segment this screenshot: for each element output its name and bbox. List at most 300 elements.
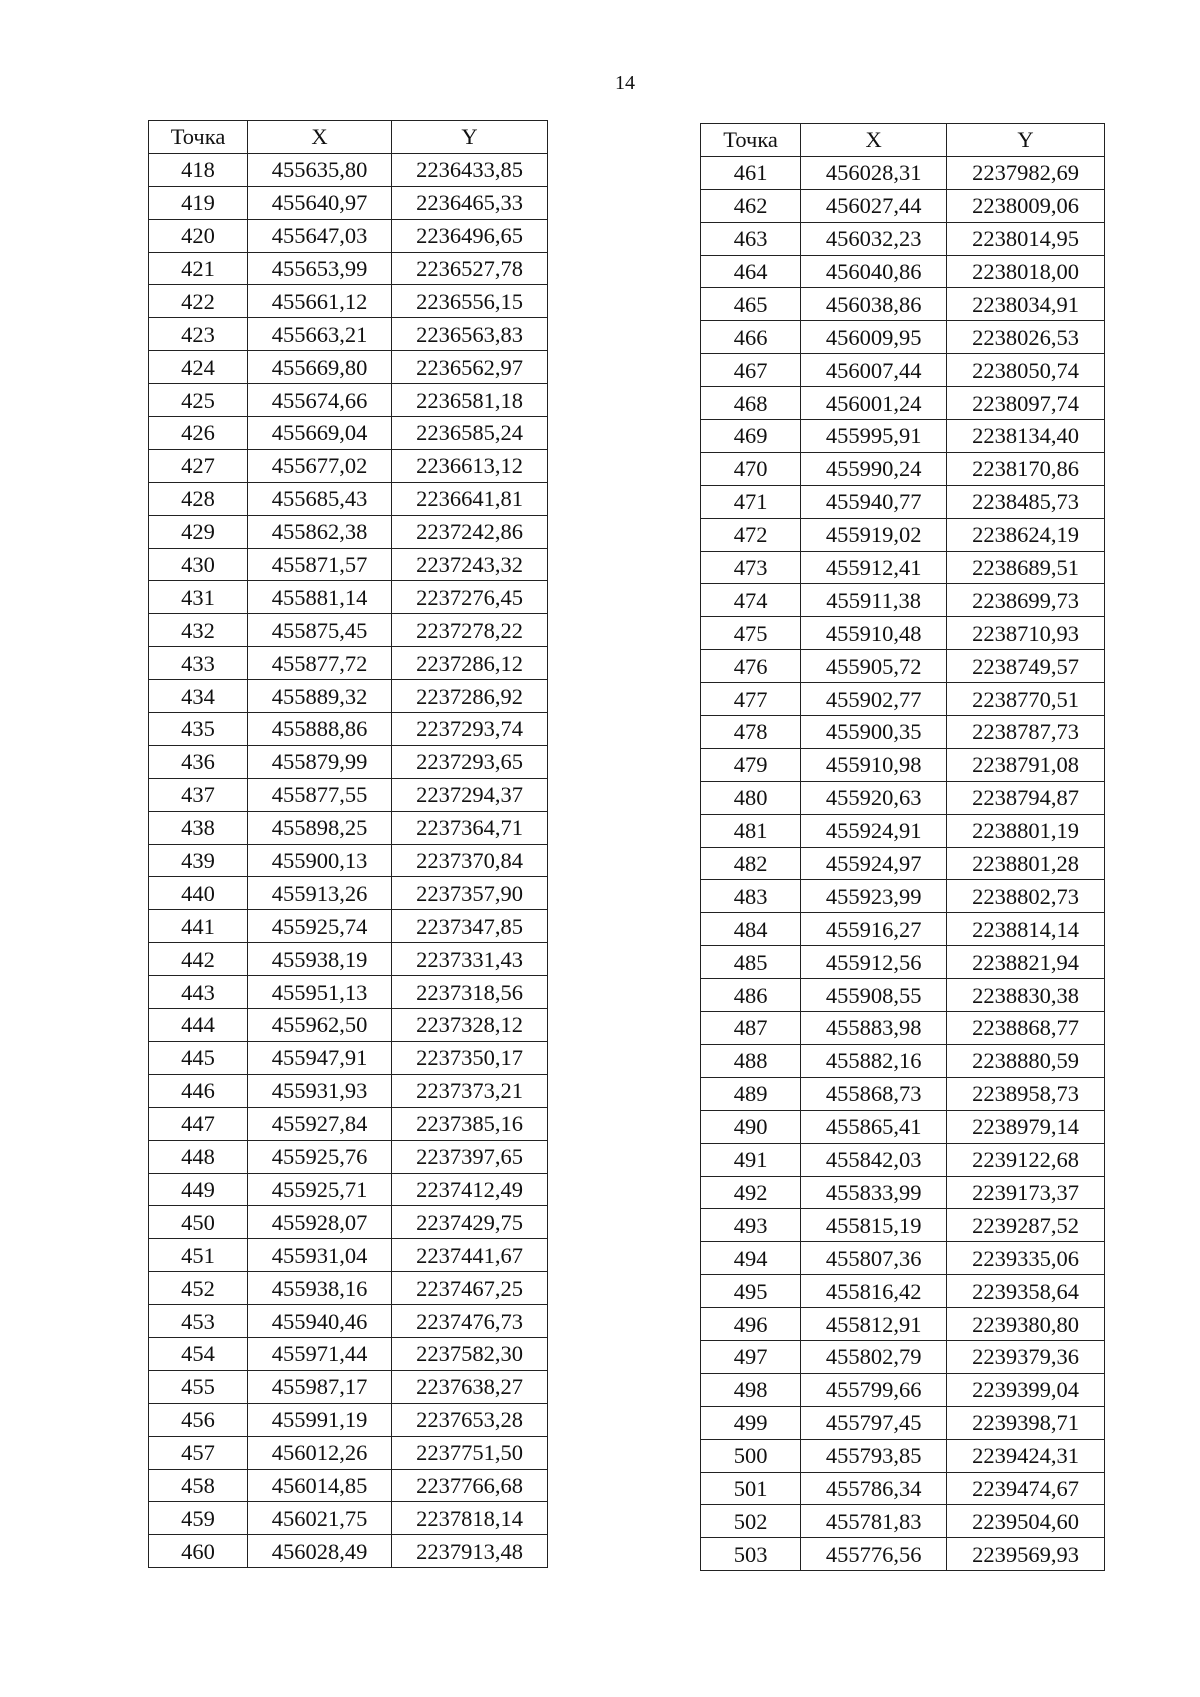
cell-x: 455924,91 [801,814,947,847]
cell-x: 456009,95 [801,321,947,354]
cell-point: 461 [701,156,801,189]
cell-y: 2237278,22 [392,614,548,647]
cell-point: 477 [701,683,801,716]
cell-y: 2237412,49 [392,1173,548,1206]
header-y: Y [947,124,1105,157]
cell-y: 2237364,71 [392,811,548,844]
header-point: Точка [701,124,801,157]
cell-y: 2238009,06 [947,189,1105,222]
table-row [149,384,548,417]
cell-y: 2238801,19 [947,814,1105,847]
cell-point: 471 [701,485,801,518]
table-row [701,1110,1105,1143]
cell-y: 2236465,33 [392,186,548,219]
table-row [701,748,1105,781]
cell-y: 2236562,97 [392,351,548,384]
table-row [701,1176,1105,1209]
table-row [149,647,548,680]
cell-x: 455812,91 [801,1308,947,1341]
cell-point: 502 [701,1505,801,1538]
cell-point: 447 [149,1107,248,1140]
cell-y: 2238868,77 [947,1012,1105,1045]
cell-point: 495 [701,1275,801,1308]
cell-y: 2238821,94 [947,946,1105,979]
cell-x: 456014,85 [248,1469,392,1502]
table-row [701,485,1105,518]
cell-y: 2237373,21 [392,1074,548,1107]
cell-x: 455995,91 [801,420,947,453]
cell-x: 455882,16 [801,1044,947,1077]
table-row [149,910,548,943]
cell-y: 2238880,59 [947,1044,1105,1077]
cell-y: 2239122,68 [947,1143,1105,1176]
table-row [701,189,1105,222]
cell-point: 472 [701,518,801,551]
cell-y: 2237350,17 [392,1041,548,1074]
cell-point: 440 [149,877,248,910]
table-row [701,913,1105,946]
table-row [701,781,1105,814]
cell-y: 2239173,37 [947,1176,1105,1209]
cell-point: 446 [149,1074,248,1107]
table-row [149,614,548,647]
table-row [701,551,1105,584]
table-row [701,452,1105,485]
cell-y: 2237818,14 [392,1502,548,1535]
table-row [701,222,1105,255]
cell-x: 456012,26 [248,1436,392,1469]
cell-y: 2236581,18 [392,384,548,417]
cell-x: 455663,21 [248,318,392,351]
cell-x: 455911,38 [801,584,947,617]
table-row [149,186,548,219]
cell-x: 455802,79 [801,1340,947,1373]
table-row [149,1107,548,1140]
cell-point: 418 [149,153,248,186]
cell-x: 455669,04 [248,417,392,450]
cell-point: 476 [701,650,801,683]
cell-point: 420 [149,219,248,252]
table-row [701,1340,1105,1373]
table-row [149,1337,548,1370]
header-x: X [801,124,947,157]
cell-x: 455928,07 [248,1206,392,1239]
cell-point: 467 [701,354,801,387]
cell-point: 444 [149,1009,248,1042]
cell-x: 456027,44 [801,189,947,222]
cell-point: 456 [149,1403,248,1436]
cell-point: 470 [701,452,801,485]
cell-x: 455647,03 [248,219,392,252]
cell-y: 2237318,56 [392,976,548,1009]
table-row [149,943,548,976]
table-row [149,877,548,910]
cell-x: 455877,72 [248,647,392,680]
cell-y: 2238134,40 [947,420,1105,453]
table-row [149,219,548,252]
cell-y: 2238802,73 [947,880,1105,913]
cell-point: 484 [701,913,801,946]
table-row [701,617,1105,650]
table-row [149,1173,548,1206]
table-row [149,1403,548,1436]
cell-x: 455940,77 [801,485,947,518]
cell-point: 441 [149,910,248,943]
table-row [149,976,548,1009]
cell-x: 455879,99 [248,745,392,778]
cell-y: 2237357,90 [392,877,548,910]
table-row [701,683,1105,716]
cell-y: 2237751,50 [392,1436,548,1469]
cell-point: 438 [149,811,248,844]
cell-x: 455868,73 [801,1077,947,1110]
cell-x: 455938,19 [248,943,392,976]
cell-x: 455674,66 [248,384,392,417]
table-row [149,515,548,548]
cell-point: 455 [149,1370,248,1403]
cell-y: 2236641,81 [392,482,548,515]
cell-point: 463 [701,222,801,255]
table-row [149,844,548,877]
table-row [701,814,1105,847]
cell-y: 2238830,38 [947,979,1105,1012]
table-row [149,1272,548,1305]
cell-x: 456040,86 [801,255,947,288]
cell-point: 432 [149,614,248,647]
cell-x: 455925,74 [248,910,392,943]
table-row [149,1239,548,1272]
cell-y: 2238034,91 [947,288,1105,321]
cell-y: 2236563,83 [392,318,548,351]
cell-point: 452 [149,1272,248,1305]
cell-y: 2237982,69 [947,156,1105,189]
cell-y: 2239358,64 [947,1275,1105,1308]
cell-x: 455920,63 [801,781,947,814]
cell-point: 454 [149,1337,248,1370]
cell-x: 455925,71 [248,1173,392,1206]
cell-x: 455661,12 [248,285,392,318]
cell-y: 2236556,15 [392,285,548,318]
cell-y: 2239474,67 [947,1472,1105,1505]
cell-point: 496 [701,1308,801,1341]
cell-x: 455940,46 [248,1305,392,1338]
cell-x: 455833,99 [801,1176,947,1209]
cell-point: 435 [149,713,248,746]
cell-point: 497 [701,1340,801,1373]
cell-point: 459 [149,1502,248,1535]
cell-point: 499 [701,1406,801,1439]
table-row [701,518,1105,551]
cell-x: 455816,42 [801,1275,947,1308]
cell-y: 2239504,60 [947,1505,1105,1538]
cell-point: 445 [149,1041,248,1074]
cell-point: 425 [149,384,248,417]
table-row [149,680,548,713]
cell-point: 426 [149,417,248,450]
cell-point: 491 [701,1143,801,1176]
cell-x: 455900,13 [248,844,392,877]
table-row [701,1077,1105,1110]
table-row [701,584,1105,617]
cell-point: 498 [701,1373,801,1406]
cell-point: 488 [701,1044,801,1077]
cell-x: 455881,14 [248,581,392,614]
table-row [701,946,1105,979]
table-row [149,1206,548,1239]
cell-point: 464 [701,255,801,288]
table-row [701,1143,1105,1176]
cell-y: 2236433,85 [392,153,548,186]
cell-x: 455947,91 [248,1041,392,1074]
cell-x: 455877,55 [248,778,392,811]
cell-x: 456007,44 [801,354,947,387]
cell-y: 2238689,51 [947,551,1105,584]
cell-y: 2237293,74 [392,713,548,746]
cell-point: 465 [701,288,801,321]
cell-point: 494 [701,1242,801,1275]
cell-point: 427 [149,449,248,482]
cell-y: 2239379,36 [947,1340,1105,1373]
cell-point: 482 [701,847,801,880]
table-row [149,1140,548,1173]
table-row [701,354,1105,387]
table-row [149,252,548,285]
cell-y: 2237385,16 [392,1107,548,1140]
cell-y: 2237293,65 [392,745,548,778]
table-row [149,318,548,351]
cell-point: 439 [149,844,248,877]
cell-point: 421 [149,252,248,285]
cell-y: 2238014,95 [947,222,1105,255]
cell-point: 443 [149,976,248,1009]
table-row [149,1041,548,1074]
cell-point: 449 [149,1173,248,1206]
table-row [149,351,548,384]
cell-x: 455931,93 [248,1074,392,1107]
table-row [701,650,1105,683]
cell-y: 2237370,84 [392,844,548,877]
table-row [701,156,1105,189]
cell-x: 455793,85 [801,1439,947,1472]
table-row [149,1436,548,1469]
cell-x: 456032,23 [801,222,947,255]
cell-point: 422 [149,285,248,318]
cell-x: 455925,76 [248,1140,392,1173]
cell-x: 455888,86 [248,713,392,746]
table-row [701,288,1105,321]
cell-x: 455910,98 [801,748,947,781]
cell-x: 456001,24 [801,387,947,420]
cell-x: 455902,77 [801,683,947,716]
cell-point: 500 [701,1439,801,1472]
table-row [701,880,1105,913]
cell-y: 2238018,00 [947,255,1105,288]
cell-y: 2238791,08 [947,748,1105,781]
cell-y: 2239424,31 [947,1439,1105,1472]
cell-point: 436 [149,745,248,778]
cell-y: 2238814,14 [947,913,1105,946]
cell-x: 455889,32 [248,680,392,713]
cell-x: 455862,38 [248,515,392,548]
table-row [701,1472,1105,1505]
cell-point: 457 [149,1436,248,1469]
cell-x: 455898,25 [248,811,392,844]
cell-point: 423 [149,318,248,351]
cell-x: 455871,57 [248,548,392,581]
table-row [149,417,548,450]
table-row [701,979,1105,1012]
cell-point: 475 [701,617,801,650]
cell-x: 455913,26 [248,877,392,910]
cell-x: 455938,16 [248,1272,392,1305]
cell-y: 2238794,87 [947,781,1105,814]
cell-x: 455962,50 [248,1009,392,1042]
cell-y: 2237286,92 [392,680,548,713]
cell-x: 455908,55 [801,979,947,1012]
table-row [701,1538,1105,1571]
table-row [701,1044,1105,1077]
table-row [149,153,548,186]
table-row [149,1009,548,1042]
cell-x: 455807,36 [801,1242,947,1275]
cell-y: 2238749,57 [947,650,1105,683]
table-row [701,1308,1105,1341]
table-row [149,1074,548,1107]
cell-y: 2239399,04 [947,1373,1105,1406]
cell-point: 460 [149,1535,248,1568]
cell-x: 455900,35 [801,716,947,749]
cell-point: 474 [701,584,801,617]
coordinates-table-left [148,120,548,1568]
cell-x: 455865,41 [801,1110,947,1143]
cell-point: 481 [701,814,801,847]
cell-y: 2237582,30 [392,1337,548,1370]
cell-y: 2239335,06 [947,1242,1105,1275]
table-row [701,387,1105,420]
cell-y: 2237467,25 [392,1272,548,1305]
cell-y: 2239398,71 [947,1406,1105,1439]
cell-point: 492 [701,1176,801,1209]
cell-x: 455786,34 [801,1472,947,1505]
cell-y: 2237913,48 [392,1535,548,1568]
cell-y: 2236527,78 [392,252,548,285]
table-row [149,581,548,614]
cell-point: 483 [701,880,801,913]
cell-point: 458 [149,1469,248,1502]
cell-y: 2237638,27 [392,1370,548,1403]
cell-point: 485 [701,946,801,979]
cell-y: 2237347,85 [392,910,548,943]
cell-point: 462 [701,189,801,222]
cell-y: 2236496,65 [392,219,548,252]
cell-x: 455815,19 [801,1209,947,1242]
cell-point: 469 [701,420,801,453]
cell-x: 456028,31 [801,156,947,189]
cell-point: 434 [149,680,248,713]
table-row [701,1012,1105,1045]
cell-x: 455916,27 [801,913,947,946]
cell-x: 456028,49 [248,1535,392,1568]
cell-x: 455923,99 [801,880,947,913]
table-header-row [149,121,548,154]
cell-y: 2238026,53 [947,321,1105,354]
table-row [701,255,1105,288]
cell-point: 480 [701,781,801,814]
table-row [149,1370,548,1403]
cell-x: 455912,41 [801,551,947,584]
cell-x: 455924,97 [801,847,947,880]
header-x: X [248,121,392,154]
table-row [149,548,548,581]
cell-x: 455781,83 [801,1505,947,1538]
cell-point: 501 [701,1472,801,1505]
cell-x: 455971,44 [248,1337,392,1370]
table-row [149,1502,548,1535]
cell-x: 455669,80 [248,351,392,384]
cell-x: 455931,04 [248,1239,392,1272]
cell-y: 2239569,93 [947,1538,1105,1571]
table-row [701,1505,1105,1538]
cell-point: 428 [149,482,248,515]
table-row [701,1439,1105,1472]
table-row [149,285,548,318]
cell-x: 455905,72 [801,650,947,683]
cell-x: 455653,99 [248,252,392,285]
table-row [701,1242,1105,1275]
cell-y: 2238170,86 [947,452,1105,485]
cell-y: 2238624,19 [947,518,1105,551]
cell-point: 489 [701,1077,801,1110]
cell-x: 455912,56 [801,946,947,979]
table-row [149,745,548,778]
cell-y: 2238770,51 [947,683,1105,716]
cell-y: 2237328,12 [392,1009,548,1042]
table-row [149,1535,548,1568]
coordinates-table-right [700,123,1105,1571]
cell-y: 2237441,67 [392,1239,548,1272]
cell-y: 2238787,73 [947,716,1105,749]
cell-x: 455677,02 [248,449,392,482]
table-row [701,1209,1105,1242]
cell-y: 2237429,75 [392,1206,548,1239]
cell-x: 456021,75 [248,1502,392,1535]
cell-point: 478 [701,716,801,749]
cell-y: 2238485,73 [947,485,1105,518]
cell-y: 2237653,28 [392,1403,548,1436]
cell-y: 2238050,74 [947,354,1105,387]
cell-x: 455799,66 [801,1373,947,1406]
table-row [701,1406,1105,1439]
table-row [701,847,1105,880]
cell-point: 466 [701,321,801,354]
cell-y: 2237294,37 [392,778,548,811]
cell-point: 433 [149,647,248,680]
cell-x: 455635,80 [248,153,392,186]
cell-x: 455987,17 [248,1370,392,1403]
cell-point: 448 [149,1140,248,1173]
cell-x: 455883,98 [801,1012,947,1045]
cell-x: 455919,02 [801,518,947,551]
cell-y: 2237331,43 [392,943,548,976]
cell-x: 455640,97 [248,186,392,219]
cell-y: 2238710,93 [947,617,1105,650]
cell-x: 455990,24 [801,452,947,485]
cell-y: 2237476,73 [392,1305,548,1338]
cell-y: 2238699,73 [947,584,1105,617]
cell-point: 431 [149,581,248,614]
cell-point: 442 [149,943,248,976]
cell-y: 2237276,45 [392,581,548,614]
